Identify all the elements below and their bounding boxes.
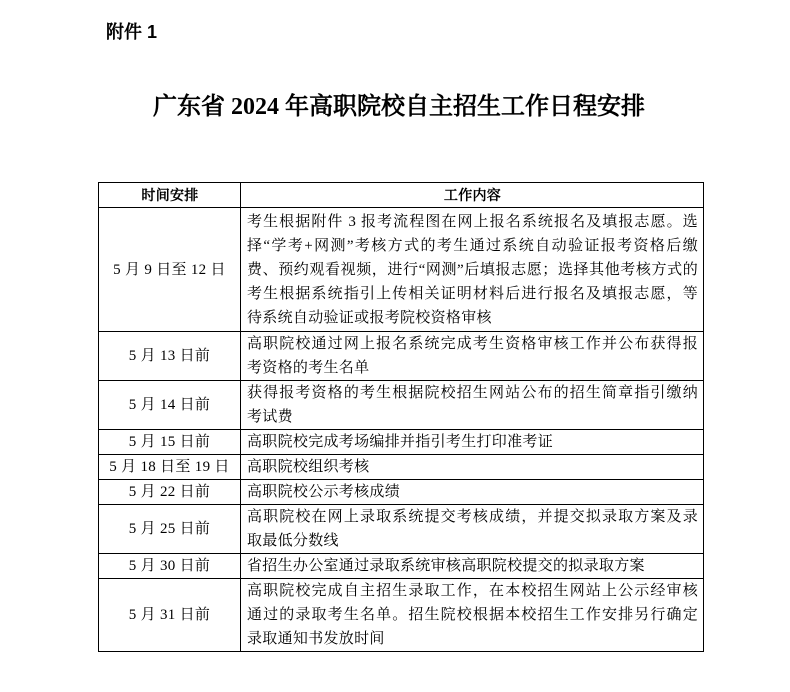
- content-line: 高职院校在网上录取系统提交考核成绩，并提交拟录取方案及录: [247, 509, 698, 525]
- time-cell: 5 月 18 日至 19 日: [99, 455, 241, 480]
- content-line: 考生根据系统指引上传相关证明材料后进行报名及填报志愿，等: [247, 285, 698, 302]
- content-line: 费、预约观看视频，进行“网测”后填报志愿；选择其他考核方式的: [247, 261, 698, 278]
- content-line: 高职院校完成自主招生录取工作，在本校招生网站上公示经审核: [247, 583, 698, 599]
- content-line: 高职院校通过网上报名系统完成考生资格审核工作并公布获得报: [247, 336, 698, 352]
- content-cell: [241, 332, 704, 381]
- content-line: 通过的录取考生名单。招生院校根据本校招生工作安排另行确定: [247, 607, 698, 623]
- content-line: 择“学考+网测”考核方式的考生通过系统自动验证报考资格后缴: [247, 237, 698, 254]
- content-line: 考资格的考生名单: [247, 360, 370, 376]
- table-row: [99, 554, 704, 579]
- table-row: [99, 430, 704, 455]
- content-line: 高职院校公示考核成绩: [247, 484, 401, 500]
- content-cell: [241, 480, 704, 505]
- content-cell: [241, 455, 704, 480]
- time-cell: 5 月 31 日前: [99, 579, 241, 652]
- time-cell: 5 月 22 日前: [99, 480, 241, 505]
- content-cell: [241, 579, 704, 652]
- content-line: 考生根据附件 3 报考流程图在网上报名系统报名及填报志愿。选: [247, 213, 698, 230]
- table-row: [99, 505, 704, 554]
- table-row: [99, 208, 704, 332]
- content-cell: [241, 381, 704, 430]
- table-row: [99, 332, 704, 381]
- table-header-row: [99, 183, 704, 208]
- time-cell: 5 月 25 日前: [99, 505, 241, 554]
- table-row: [99, 455, 704, 480]
- time-cell: 5 月 9 日至 12 日: [99, 208, 241, 332]
- content-line: 待系统自动验证或报考院校资格审核: [247, 309, 492, 326]
- content-line: 获得报考资格的考生根据院校招生网站公布的招生简章指引缴纳: [247, 385, 698, 401]
- content-line: 省招生办公室通过录取系统审核高职院校提交的拟录取方案: [247, 558, 645, 574]
- content-line: 取最低分数线: [247, 533, 339, 549]
- header-time: 时间安排: [99, 183, 241, 208]
- time-cell: 5 月 13 日前: [99, 332, 241, 381]
- content-line: 考试费: [247, 409, 293, 425]
- table-row: [99, 480, 704, 505]
- table-row: [99, 381, 704, 430]
- table-row: [99, 579, 704, 652]
- content-line: 录取通知书发放时间: [247, 631, 385, 647]
- time-cell: 5 月 30 日前: [99, 554, 241, 579]
- schedule-table: [98, 182, 704, 652]
- content-line: 高职院校组织考核: [247, 459, 370, 475]
- content-line: 高职院校完成考场编排并指引考生打印准考证: [247, 434, 554, 450]
- content-cell: [241, 430, 704, 455]
- header-content: 工作内容: [241, 183, 704, 208]
- attachment-label: 附件 1: [106, 22, 158, 42]
- content-cell: [241, 554, 704, 579]
- content-cell: [241, 505, 704, 554]
- time-cell: 5 月 14 日前: [99, 381, 241, 430]
- document-title: 广东省 2024 年高职院校自主招生工作日程安排: [153, 94, 645, 120]
- content-cell: [241, 208, 704, 332]
- time-cell: 5 月 15 日前: [99, 430, 241, 455]
